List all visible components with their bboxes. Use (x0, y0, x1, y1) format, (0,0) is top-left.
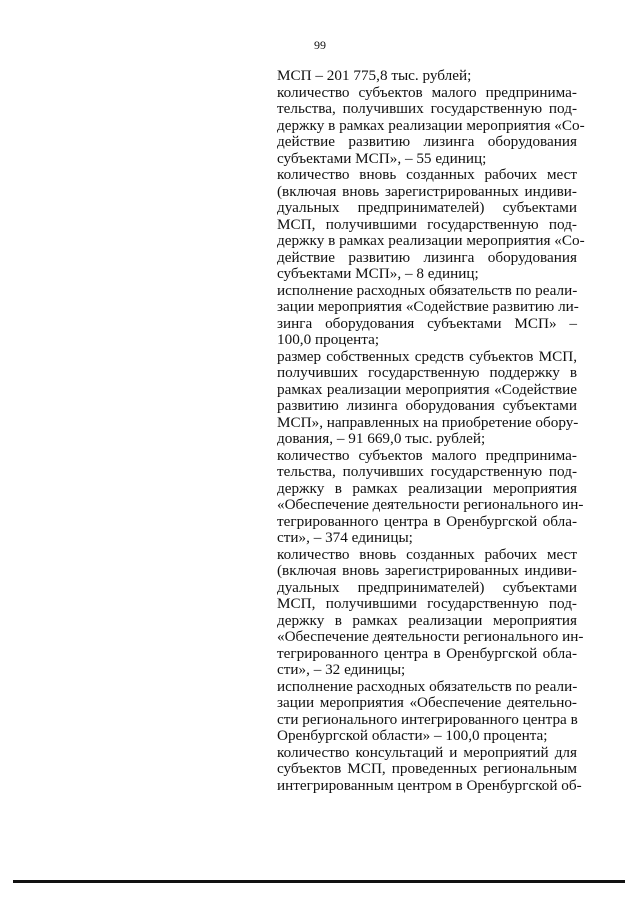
text-line: действие развитию лизинга оборудования (277, 248, 577, 266)
text-line: тельства, получивших государственную под- (277, 100, 577, 117)
text-line: тельства, получивших государственную под- (277, 463, 577, 480)
text-line: количество консультаций и мероприятий для (277, 743, 577, 761)
text-line: зинга оборудования субъектами МСП» – (277, 314, 577, 332)
text-line: субъектов МСП, проведенных региональным (277, 760, 577, 777)
text-line: «Обеспечение деятельности регионального ин- (277, 496, 584, 513)
text-line: исполнение расходных обязательств по реали- (277, 677, 578, 695)
text-line: сти», – 32 единицы; (277, 661, 406, 678)
text-line: размер собственных средств субъектов МСП, (277, 347, 577, 365)
text-line: действие развитию лизинга оборудования (277, 133, 577, 150)
text-line: зации мероприятия «Содействие развитию ли- (277, 298, 579, 315)
text-line: исполнение расходных обязательств по реали- (277, 281, 578, 299)
text-line: количество вновь созданных рабочих мест (277, 166, 577, 183)
text-line: 100,0 процента; (277, 331, 380, 348)
text-line: тегрированного центра в Оренбургской обла- (277, 512, 577, 530)
text-line: субъектами МСП», – 55 единиц; (277, 149, 487, 167)
text-line: развитию лизинга оборудования субъектами (277, 397, 577, 414)
document-body-text (277, 67, 585, 794)
text-line: МСП – 201 775,8 тыс. рублей; (277, 67, 472, 84)
text-line: субъектами МСП», – 8 единиц; (277, 265, 479, 282)
text-line: держку в рамках реализации мероприятия (277, 479, 577, 497)
text-line: (включая вновь зарегистрированных индиви- (277, 182, 577, 200)
text-line: интегрированным центром в Оренбургской об- (277, 776, 582, 794)
text-line: (включая вновь зарегистрированных индиви- (277, 562, 577, 579)
text-line: дуальных предпринимателей) субъектами (277, 578, 577, 596)
text-line: дования, – 91 669,0 тыс. рублей; (277, 430, 486, 447)
text-line: МСП», направленных на приобретение обору- (277, 413, 579, 431)
text-line: рамках реализации мероприятия «Содействие (277, 380, 577, 398)
page-bottom-rule (13, 880, 625, 883)
text-line: держку в рамках реализации мероприятия «Со- (277, 232, 585, 249)
text-line: МСП, получившими государственную под- (277, 215, 577, 233)
page-number: 99 (314, 38, 326, 52)
text-line: Оренбургской области» – 100,0 процента; (277, 727, 548, 744)
text-line: получивших государственную поддержку в (277, 364, 577, 381)
text-line: сти регионального интегрированного центра в (277, 710, 578, 728)
text-line: зации мероприятия «Обеспечение деятельно- (277, 694, 577, 711)
text-line: держку в рамках реализации мероприятия «Со- (277, 116, 585, 134)
text-line: количество вновь созданных рабочих мест (277, 545, 577, 563)
text-line: МСП, получившими государственную под- (277, 595, 577, 612)
text-line: «Обеспечение деятельности регионального ин- (277, 628, 584, 645)
text-line: сти», – 374 единицы; (277, 529, 413, 546)
text-line: держку в рамках реализации мероприятия (277, 611, 577, 629)
text-line: тегрированного центра в Оренбургской обла- (277, 644, 577, 662)
text-line: количество субъектов малого предпринима- (277, 83, 577, 101)
text-line: количество субъектов малого предпринима- (277, 446, 577, 464)
text-line: дуальных предпринимателей) субъектами (277, 199, 577, 216)
